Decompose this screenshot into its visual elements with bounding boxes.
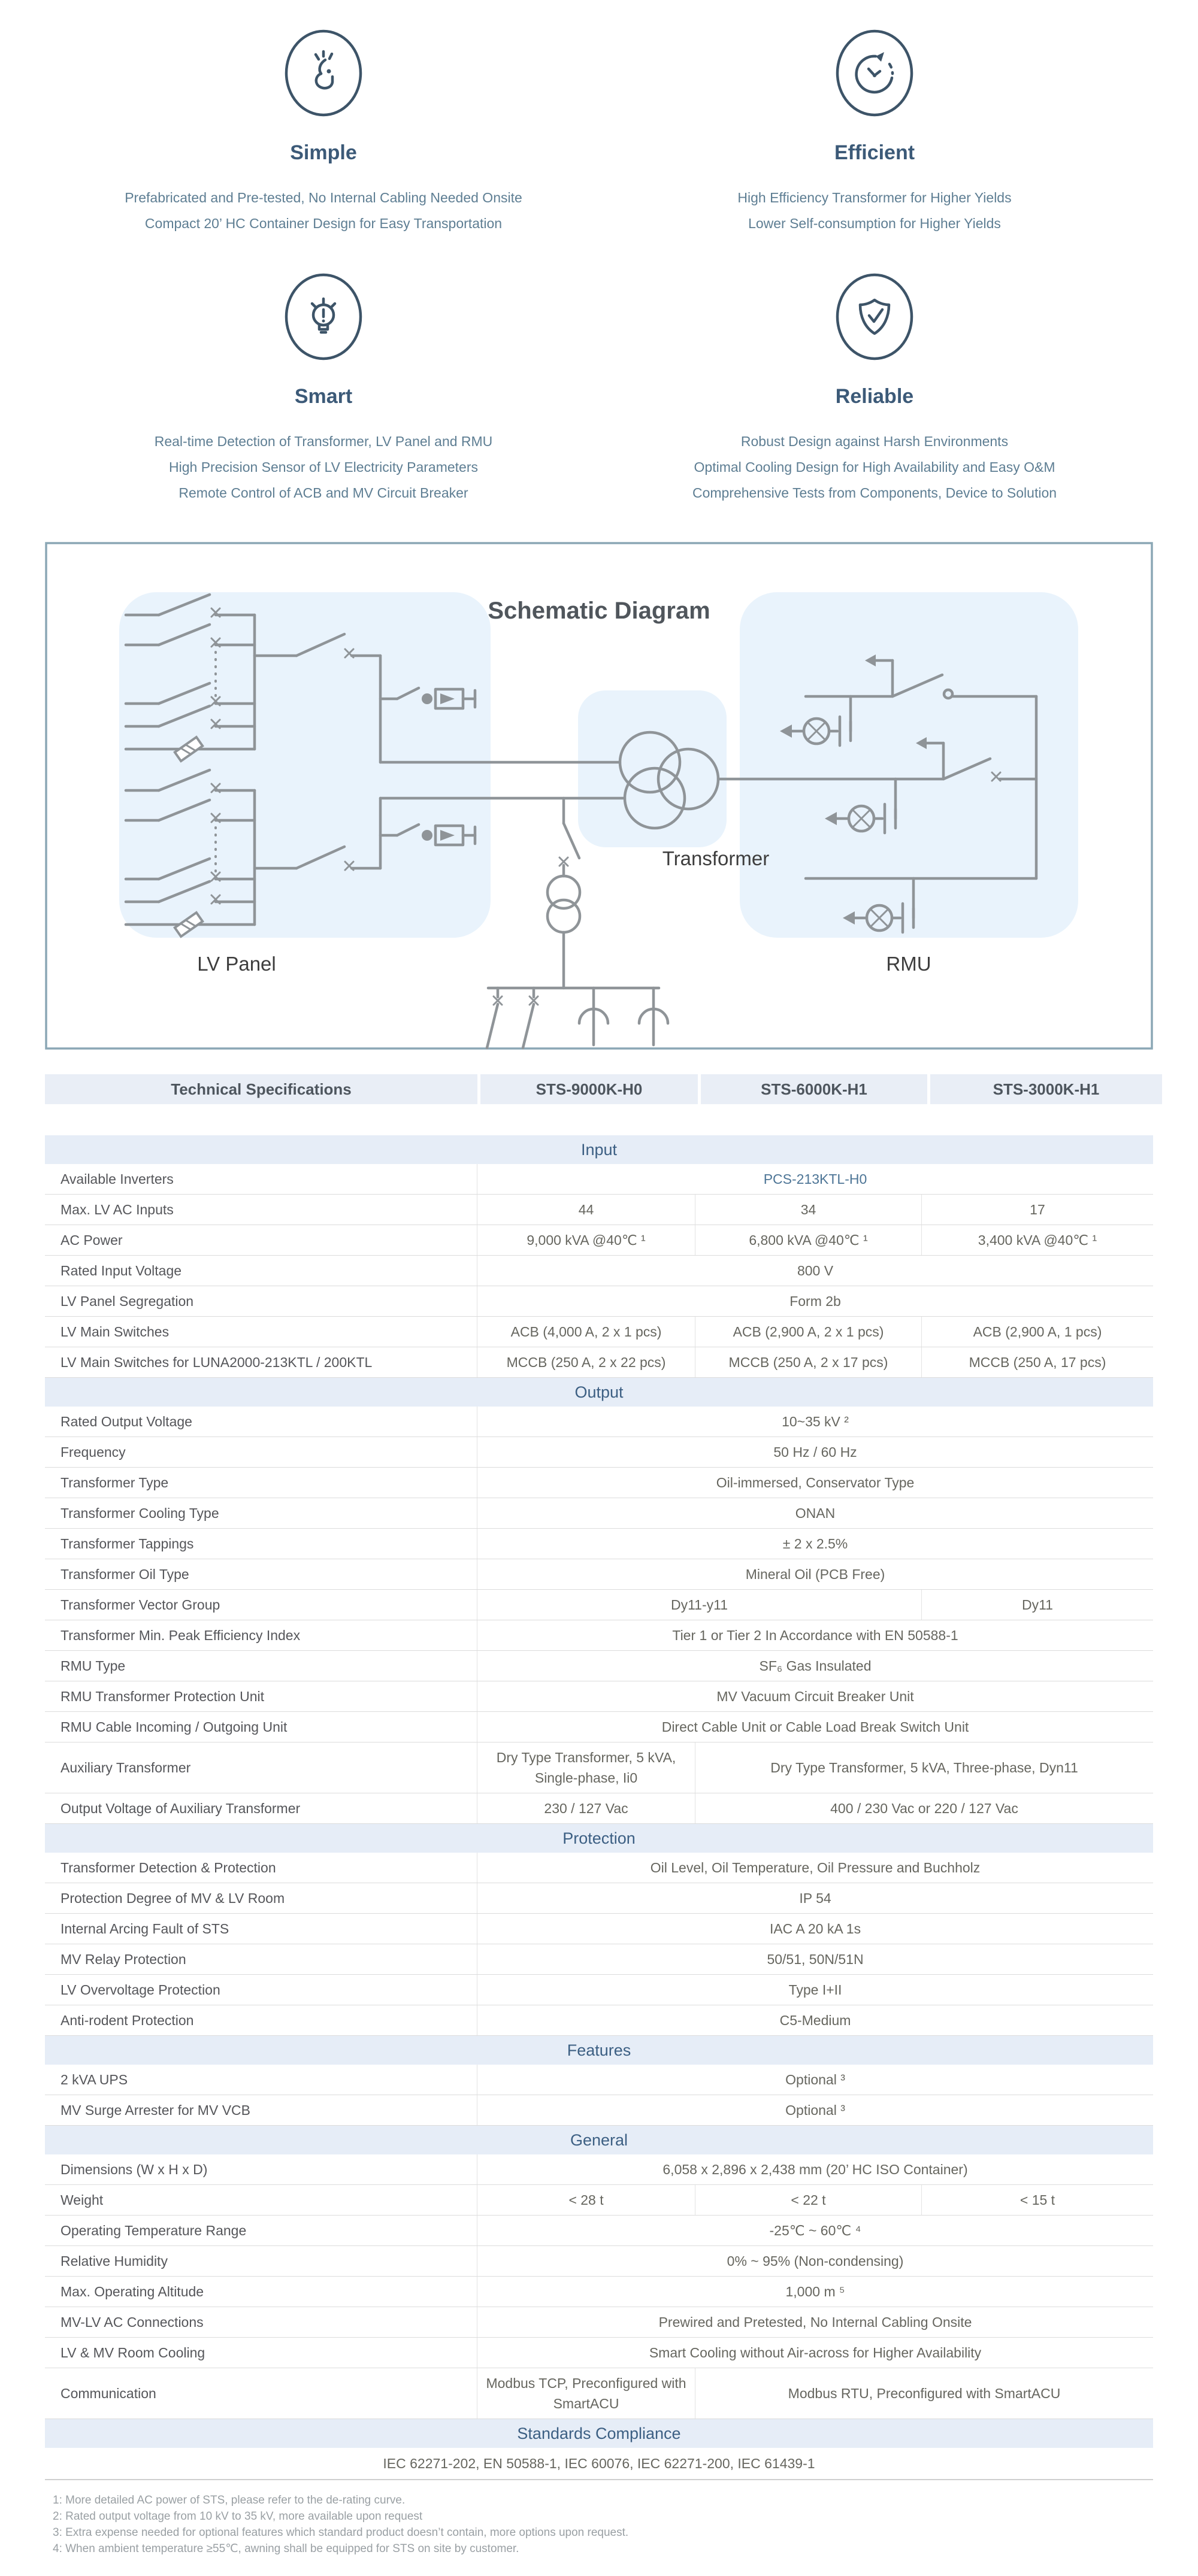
spec-value: Form 2b [789,1293,841,1309]
header-technical-specifications: Technical Specifications [45,1074,477,1104]
spec-label: Weight [45,2185,477,2215]
spec-row [45,1164,1153,1195]
spec-value: Direct Cable Unit or Cable Load Break Switch Unit [661,1719,969,1735]
spec-row [45,2065,1153,2095]
spec-row [45,2246,1153,2277]
spec-label: RMU Type [45,1651,477,1681]
spec-value: Modbus TCP, Preconfigured with SmartACU [486,2375,686,2411]
spec-row [45,1468,1153,1498]
transformer-label: Transformer [662,847,770,869]
feature-description: Prefabricated and Pre-tested, No Internal Cabling Needed Onsite Compact 20’ HC Container Design for Easy Transportation [125,190,522,231]
footnotes [45,2492,1153,2557]
feature-title: Smart [294,385,353,408]
spec-label: Transformer Tappings [45,1529,477,1559]
spec-value: < 15 t [921,2185,1153,2215]
spec-label: LV & MV Room Cooling [45,2338,477,2368]
spec-label: Communication [45,2368,477,2419]
spec-row [45,1944,1153,1975]
spec-value: SF₆ Gas Insulated [759,1658,872,1674]
spec-table-body [45,1135,1153,2480]
header-model-sts-3000k-h1: STS-3000K-H1 [930,1074,1162,1104]
feature-title: Simple [290,141,357,164]
feature-grid [48,0,1150,506]
spec-label: Available Inverters [45,1164,477,1194]
spec-value: -25℃ ~ 60℃ ⁴ [769,2223,861,2238]
feature-simple [48,29,599,237]
rmu-label: RMU [886,953,931,975]
spec-value: Mineral Oil (PCB Free) [745,1566,885,1582]
spec-value: 800 V [797,1263,834,1278]
footnote-1: 1: More detailed AC power of STS, please refer to the de-rating curve. [53,2494,406,2507]
spec-value: 50 Hz / 60 Hz [773,1444,857,1460]
efficiency-clock-icon [599,29,1150,117]
feature-reliable [599,272,1150,506]
section-header: Standards Compliance [45,2419,1153,2448]
spec-table-header [45,1074,1153,1104]
spec-label: Internal Arcing Fault of STS [45,1914,477,1944]
spec-value: < 28 t [568,2192,604,2208]
spec-value: 17 [921,1195,1153,1225]
smart-bulb-icon [48,272,599,361]
spec-row [45,1883,1153,1914]
spec-value: 1,000 m ⁵ [785,2284,845,2299]
spec-row [45,1225,1153,1256]
spec-value: Oil-immersed, Conservator Type [716,1475,915,1490]
spec-label: Transformer Min. Peak Efficiency Index [45,1620,477,1650]
spec-row [45,1620,1153,1651]
spec-value: PCS-213KTL-H0 [763,1171,867,1187]
header-model-sts-9000k-h0: STS-9000K-H0 [480,1074,698,1104]
spec-row [45,1681,1153,1712]
spec-row [45,1317,1153,1347]
spec-value: Smart Cooling without Air-across for Higher Availability [649,2345,982,2360]
spec-row [45,1975,1153,2005]
spec-value: MV Vacuum Circuit Breaker Unit [716,1689,914,1704]
spec-label: LV Main Switches [45,1317,477,1347]
shield-check-icon [599,272,1150,361]
spec-value: 6,800 kVA @40℃ ¹ [695,1225,921,1255]
feature-description: High Efficiency Transformer for Higher Yields Lower Self-consumption for Higher Yields [737,190,1012,231]
footnote-3: 3: Extra expense needed for optional features which standard product doesn’t contain, more options upon request. [53,2526,629,2539]
rmu-region [740,592,1078,938]
spec-value: Dy11-y11 [670,1597,728,1613]
spec-value: C5-Medium [779,2013,851,2028]
spec-row [45,2368,1153,2419]
spec-value: ACB (2,900 A, 1 pcs) [921,1317,1153,1347]
spec-value: Modbus RTU, Preconfigured with SmartACU [695,2368,1153,2419]
spec-value: ACB (4,000 A, 2 x 1 pcs) [510,1324,662,1339]
spec-label: Dimensions (W x H x D) [45,2154,477,2184]
spec-row [45,1347,1153,1378]
spec-label: Transformer Detection & Protection [45,1853,477,1883]
spec-value: 44 [578,1202,594,1217]
spec-row [45,1407,1153,1437]
spec-label: Transformer Oil Type [45,1559,477,1589]
spec-label: Max. Operating Altitude [45,2277,477,2307]
spec-value: 10~35 kV ² [782,1414,849,1429]
spec-value: < 22 t [695,2185,921,2215]
spec-label: Transformer Cooling Type [45,1498,477,1528]
spec-label: Max. LV AC Inputs [45,1195,477,1225]
spec-row [45,1712,1153,1742]
spec-label: Transformer Vector Group [45,1590,477,1620]
spec-value: IAC A 20 kA 1s [769,1921,861,1936]
footnote-2: 2: Rated output voltage from 10 kV to 35 kV, more available upon request [53,2510,423,2523]
spec-value: Oil Level, Oil Temperature, Oil Pressure and Buchholz [650,1860,981,1875]
spec-row [45,2095,1153,2126]
spec-row [45,2307,1153,2338]
spec-value: 3,400 kVA @40℃ ¹ [921,1225,1153,1255]
spec-label: AC Power [45,1225,477,1255]
section-header: Features [45,2036,1153,2065]
spec-value: IEC 62271-202, EN 50588-1, IEC 60076, IEC 62271-200, IEC 61439-1 [383,2456,815,2471]
spec-label: LV Main Switches for LUNA2000-213KTL / 200KTL [45,1347,477,1377]
lv-panel-region [119,592,491,938]
spec-value: Prewired and Pretested, No Internal Cabling Onsite [658,2314,972,2330]
spec-value: ACB (2,900 A, 2 x 1 pcs) [695,1317,921,1347]
spec-row [45,1742,1153,1793]
spec-label: MV-LV AC Connections [45,2307,477,2337]
spec-value: 9,000 kVA @40℃ ¹ [527,1232,646,1248]
header-model-sts-6000k-h1: STS-6000K-H1 [701,1074,927,1104]
spec-value: MCCB (250 A, 2 x 22 pcs) [506,1354,666,1370]
footnote-4: 4: When ambient temperature ≥55℃, awning shall be equipped for STS on site by customer. [53,2542,519,2555]
section-header: Input [45,1135,1153,1164]
spec-label: RMU Cable Incoming / Outgoing Unit [45,1712,477,1742]
spec-label: Relative Humidity [45,2246,477,2276]
feature-description: Robust Design against Harsh Environments Optimal Cooling Design for High Availability and Easy O&M Comprehensive Tests from Components, Device to Solution [692,434,1057,501]
spec-row [45,1651,1153,1681]
spec-value: Optional ³ [785,2102,845,2118]
spec-value: ± 2 x 2.5% [782,1536,848,1551]
spec-label: LV Overvoltage Protection [45,1975,477,2005]
spec-value: 400 / 230 Vac or 220 / 127 Vac [695,1793,1153,1823]
spec-row [45,2154,1153,2185]
spec-row [45,1286,1153,1317]
spec-value: ONAN [795,1505,836,1521]
spec-label: LV Panel Segregation [45,1286,477,1316]
spec-label: Output Voltage of Auxiliary Transformer [45,1793,477,1823]
spec-label: Anti-rodent Protection [45,2005,477,2035]
spec-row [45,2185,1153,2216]
spec-label: 2 kVA UPS [45,2065,477,2095]
spec-row [45,2277,1153,2307]
technical-specifications-table [45,1074,1153,2480]
spec-value: MCCB (250 A, 2 x 17 pcs) [695,1347,921,1377]
spec-value: 0% ~ 95% (Non-condensing) [727,2253,904,2269]
spec-row [45,1853,1153,1883]
spec-value: Dry Type Transformer, 5 kVA, Single-phase, Ii0 [496,1750,676,1786]
spec-label: Transformer Type [45,1468,477,1498]
spec-row [45,2216,1153,2246]
spec-row [45,1914,1153,1944]
spec-value: Dy11 [921,1590,1153,1620]
spec-row [45,1793,1153,1824]
feature-smart [48,272,599,506]
spec-row [45,1437,1153,1468]
spec-value: Tier 1 or Tier 2 In Accordance with EN 50588-1 [672,1628,958,1643]
spec-row [45,1529,1153,1559]
spec-value: 6,058 x 2,896 x 2,438 mm (20’ HC ISO Container) [662,2162,968,2177]
spec-label: MV Surge Arrester for MV VCB [45,2095,477,2125]
schematic-diagram [45,542,1153,1053]
spec-row [45,1559,1153,1590]
snap-icon [48,29,599,117]
spec-value: Optional ³ [785,2072,845,2087]
spec-value: MCCB (250 A, 17 pcs) [921,1347,1153,1377]
spec-label: MV Relay Protection [45,1944,477,1974]
spec-row [45,1590,1153,1620]
section-header: General [45,2126,1153,2154]
spec-row [45,2338,1153,2368]
spec-value: IP 54 [799,1890,831,1906]
spec-label: Rated Input Voltage [45,1256,477,1286]
spec-row [45,2448,1153,2480]
spec-value: 34 [695,1195,921,1225]
spec-label: Rated Output Voltage [45,1407,477,1437]
feature-description: Real-time Detection of Transformer, LV Panel and RMU High Precision Sensor of LV Electricity Parameters Remote Control of ACB and MV Circuit Breaker [154,434,493,501]
spec-row [45,1256,1153,1286]
spec-value: Dry Type Transformer, 5 kVA, Three-phase, Dyn11 [695,1742,1153,1793]
spec-label: Operating Temperature Range [45,2216,477,2245]
section-header: Protection [45,1824,1153,1853]
spec-label: Protection Degree of MV & LV Room [45,1883,477,1913]
spec-label: Auxiliary Transformer [45,1742,477,1793]
lv-panel-label: LV Panel [197,953,276,975]
feature-title: Reliable [835,385,914,408]
spec-value: 50/51, 50N/51N [767,1951,864,1967]
section-header: Output [45,1378,1153,1407]
schematic-title: Schematic Diagram [488,598,710,624]
feature-efficient [599,29,1150,237]
spec-label: Frequency [45,1437,477,1467]
spec-row [45,1498,1153,1529]
spec-row [45,2005,1153,2036]
spec-row [45,1195,1153,1225]
spec-label: RMU Transformer Protection Unit [45,1681,477,1711]
spec-value: Type I+II [788,1982,842,1998]
spec-value: 230 / 127 Vac [544,1801,628,1816]
feature-title: Efficient [834,141,915,164]
